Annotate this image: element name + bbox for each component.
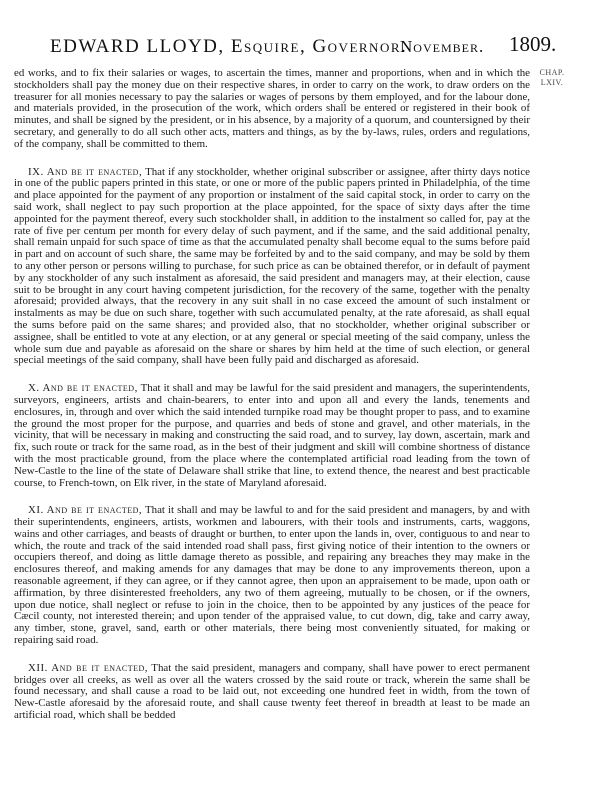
- paragraph-text: That it shall and may be lawful to and for the said president and managers, by and with their superintendents, engineers, artists, workmen and labourers, with their tools and instruments, carts, waggons, wains and other carriages, and beasts of draught or burthen, to enter upon the lands in, over, contiguous to and near to which, the route and track of the said intended road shall pass, first giving notice of their intention to the owners or occupiers thereof, and doing as little damage thereto as possible, and repairing any breaches they may make in the enclosures thereof, and making amends for any damages that may be done to any improvements thereon, upon a reasonable agreement, if they can agree, or if they cannot agree, then upon an appraisement to be made, upon oath or affirmation, by three disinterested freeholders, any two of them agreeing, mutually to be chosen, or if the owners, upon due notice, shall neglect or refuse to join in the choice, then to be appointed by any justices of the peace for Cæcil county, not interested therein; and upon tender of the appraised value, to cut down, dig, take and carry away, any timber, stone, gravel, sand, earth or other materials, there being most conveniently situated, for making or repairing said road.: [14, 504, 530, 647]
- header-year: 1809.: [509, 32, 557, 56]
- marginal-chapter-number: LXIV.: [540, 78, 564, 87]
- section-heading: XI. And be it enacted,: [28, 504, 143, 517]
- section-x: [14, 383, 530, 489]
- paragraph-text: That it shall and may be lawful for the said president and managers, the superintendents, surveyors, engineers, artists and chain-bearers, to enter into and upon all and every the lands, tenements and enclosures, in, through and over which the said intended turnpike road may be thought proper to pass, and to examine the ground the most proper for the purpose, and quarries and beds of stone and gravel, and other materials, in the vicinity, that will be necessary in making and constructing the said road, and to survey, lay down, ascertain, mark and fix, such route or track for the same road, as in the best of their judgment and skill will combine shortness of distance with the most practicable ground, from the place where the contemplated artificial road leading from the town of New-Castle to the line of the state of Delaware shall strike that line, to extend thence, the nearest and best practicable course, to French-town, on Elk river, in the state of Maryland aforesaid.: [14, 382, 531, 489]
- section-heading: X. And be it enacted,: [28, 382, 138, 395]
- running-head: [0, 32, 600, 58]
- header-title: EDWARD LLOYD, Esquire, Governor.: [50, 36, 408, 57]
- header-month: November.: [400, 37, 485, 56]
- paragraph-continuation: [14, 68, 530, 151]
- paragraph-text: That the said president, managers and company, shall have power to erect permanent bridges over all creeks, as well as over all the waters crossed by the said route or track, wherein the same shall be found necessary, and shall cause a road to be laid out, not exceeding one hundred feet in width, from the town of New-Castle aforesaid by the aforesaid route, and shall cause twenty feet thereof in breadth at least to be made an artificial road, which shall be bedded: [14, 661, 531, 722]
- marginal-chapter-label: CHAP.: [539, 68, 565, 77]
- body-text: [14, 68, 530, 722]
- marginal-chapter-note: [533, 68, 571, 88]
- paragraph-text: That if any stockholder, whether original subscriber or assignee, after thirty days notice in one of the public papers printed in this state, or one or more of the public papers printed in Philadelphia, of the time and place appointed for the payment of any proportion or instalment of the said capital stock, in order to carry on the said work, shall neglect to pay such proportion at the place appointed, for the space of sixty days after the time appointed for the payment thereof, every such stockholder shall, in addition to the instalment so called for, pay at the rate of five per centum per month for every delay of such payment, and if the same, and the said additional penalty, shall remain unpaid for such space of time as that the accumulated penalty shall become equal to the sums before paid in part and on account of such share, the same may be forfeited by and to the said company, and may be sold by them to any other person or persons willing to purchase, for such price as can be obtained therefor, or in default of payment by any stockholder of any such instalment as aforesaid, the said president and managers may, at their election, cause suit to be brought in any court having competent jurisdiction, for the recovery of the same, together with the penalty aforesaid; provided always, that the recovery in any suit shall in no case exceed the amount of such instalment or instalments as may be due on such share, together with such accumulated penalty, at the rate aforesaid, as shall equal the sums before paid on the same shares; and provided also, that no stockholder, whether original subscriber or assignee, shall be entitled to vote at any election, or at any general or special meeting of the said company, unless the whole sum due and payable as aforesaid on the share or shares by him held at the time of such election, or general special meetings of the said company, shall have been fully paid and discharged as aforesaid.: [14, 165, 530, 367]
- section-heading: XII. And be it enacted,: [28, 661, 148, 674]
- section-ix: [14, 167, 530, 368]
- section-heading: IX. And be it enacted,: [28, 165, 143, 178]
- paragraph-text: ed works, and to fix their salaries or wages, to ascertain the times, manner and proportions, when and in which the stockholders shall pay the money due on their respective shares, in order to carry on the work, to draw orders on the treasurer for all monies necessary to pay the salaries or wages of persons by them employed, and for the labour done, and materials provided, in the prosecution of the work, which orders shall be entered or registered in their book of minutes, and shall be signed by the president, or in his absence, by a majority of a quorum, and countersigned by their secretary, and generally to do all such other acts, matters and things, as by the by-laws, rules, orders and regulations, of the company, shall be committed to them.: [14, 67, 530, 150]
- section-xi: [14, 505, 530, 647]
- section-xii: [14, 663, 530, 722]
